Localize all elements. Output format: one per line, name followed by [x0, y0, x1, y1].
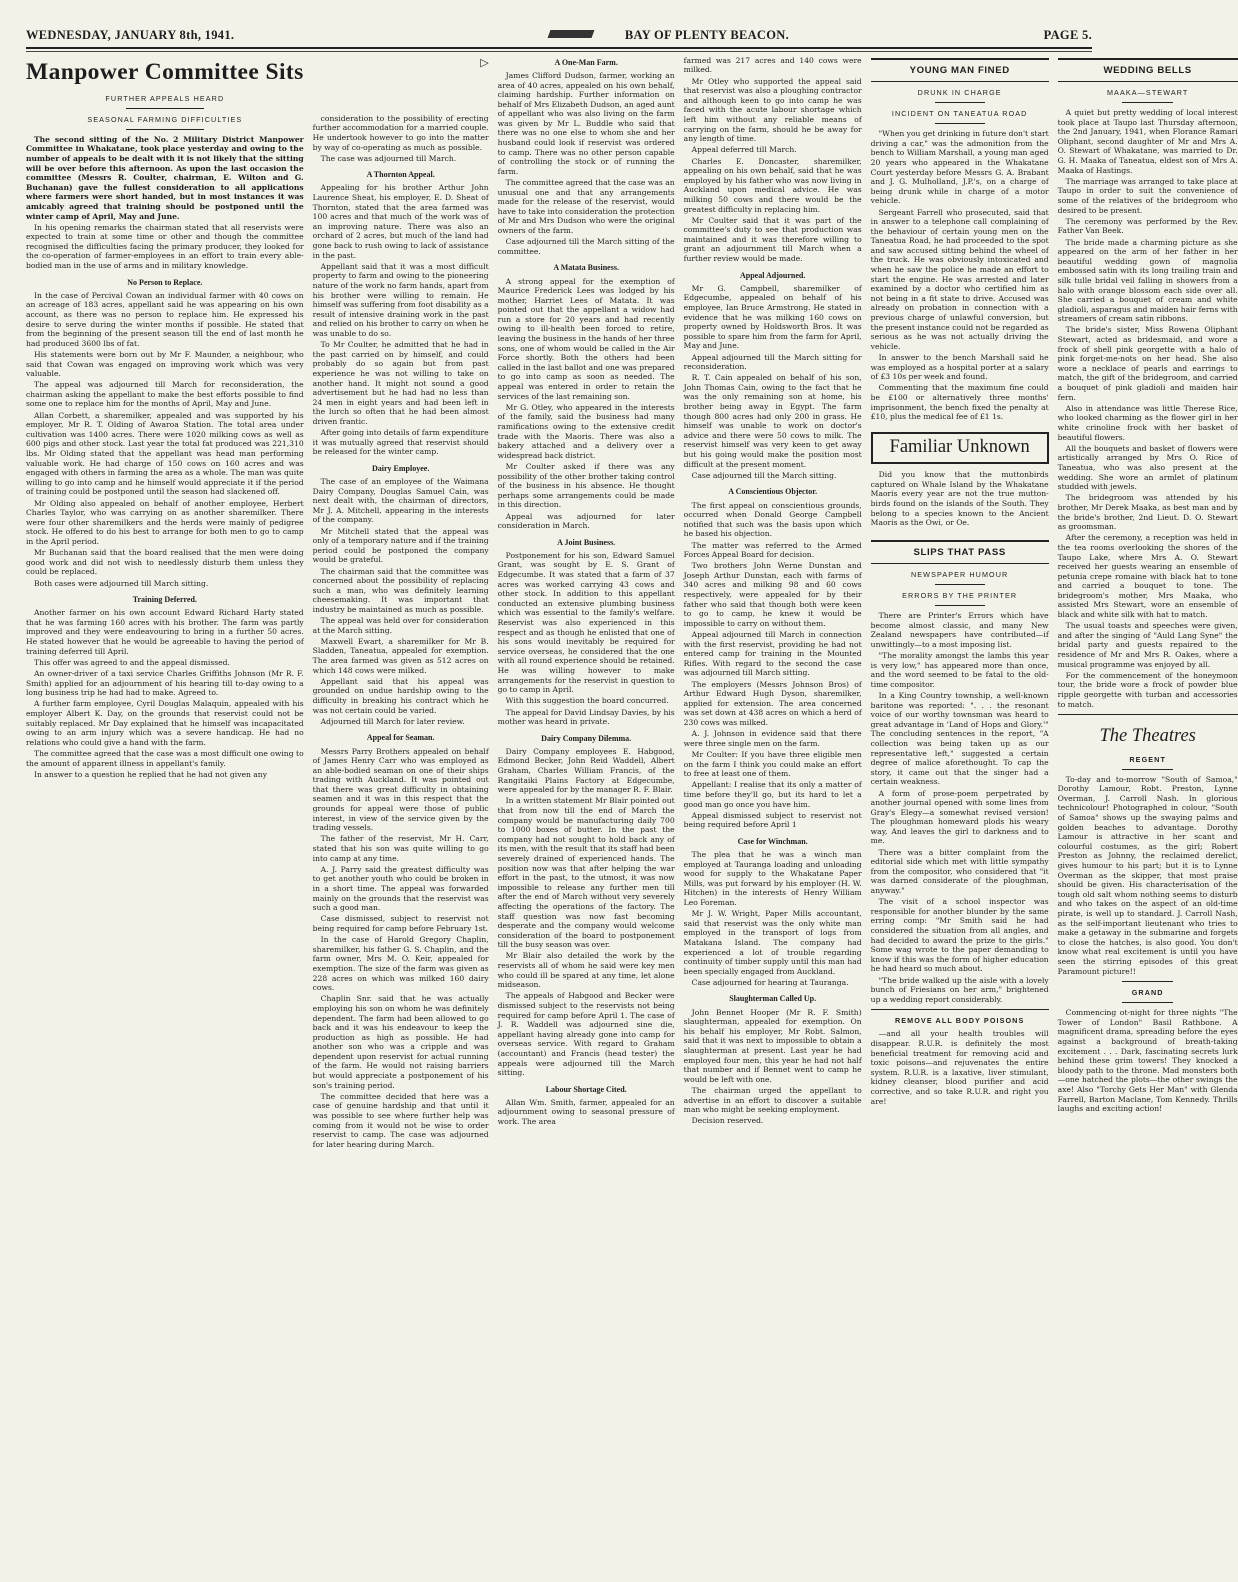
- paragraph: Chaplin Snr. said that he was actually employing his son on whom he was definitely dependent. The farm had been allowed to go back and it was his endeavour to keep the production as high as possible. He had another son who was a cripple and was dependent upon reservist for actual running of the farm. He would not raising barriers but would appreciate a postponement of his son's training period.: [312, 994, 489, 1090]
- divider: [871, 1009, 1049, 1010]
- paragraph: The ceremony was performed by the Rev. Father Van Beek.: [1057, 216, 1238, 236]
- paragraph: Allan Corbett, a sharemilker, appealed and was supported by his employer, Mr R. T. Olding of Awaroa Station. The total area under cultivation was 1400 acres. There were 1020 milking cows as well as 600 pigs and other stock. Last year the total fat produced was 221,310 lbs. Mr Olding stated that the appellant was head man performing valuable work. He had charge of 150 cows on 160 acres and was engaged with others in farming the area as a whole. The man was quite willing to go into camp and he himself would appreciate it if the period of training could be postponed until the season had slackened off.: [26, 410, 304, 497]
- article-headline: The Theatres: [1099, 726, 1196, 747]
- paragraph: All the bouquets and basket of flowers were artistically arranged by Mrs O. Rice of Taneatua, who was also present at the wedding. She wore an armlet of platinum studded with jewels.: [1057, 443, 1238, 492]
- paragraph: The committee agreed that the case was an unusual one and that any arrangements made for the release of the reservist, would have to take into consideration the protection of Mr and Mrs Dudson who were the original owners of the farm.: [497, 178, 675, 236]
- paragraph: Case dismissed, subject to reservist not being required for camp before February 1st.: [312, 914, 489, 933]
- divider: [1122, 981, 1172, 982]
- paragraph: The bride made a charming picture as she appeared on the arm of her father in her beautiful wedding gown of magnolia embossed satin with its long trailing train and silk tulle bridal veil falling in showers from a halo with orange blossom each side over all. She carried a bouquet of cream and white gladioli, asparagus and maiden hair ferns with streamers of cream satin ribbons.: [1057, 237, 1238, 324]
- subheadline: SEASONAL FARMING DIFFICULTIES: [87, 114, 243, 124]
- paragraph: A further farm employee, Cyril Douglas Malaquin, appealed with his employer Albert K. Day, on the grounds that reservist could not be suitably replaced. Mr Day explained that he himself was incapacitated owing to an arm injury which was a severe handicap. He had no relations who could give a hand with the farm.: [26, 699, 304, 747]
- paragraph: The bride's sister, Miss Rowena Oliphant Stewart, acted as bridesmaid, and wore a frock of shell pink georgette with a halo of pink forget-me-nots on her head. She also wore a necklace of pearls and earrings to match, the gift of the bridegroom, and carried a bouquet of pink gladioli and maiden hair fern.: [1057, 325, 1238, 402]
- paragraph: Mr Coulter: If you have three eligible men on the farm I think you could make an effort to free at least one of them.: [683, 749, 862, 779]
- advert-text: —and all your health troubles will disappear. R.U.R. is definitely the most beneficial treatment for removing acid and toxic poisons—and rejuvenates the entire system. R.U.R. is a laxative, liver stimulant, kidney cleanser, blood purifier and acid corrective, and so take R.U.R. and right you are!: [870, 1029, 1049, 1106]
- paragraph: Appellant said that it was a most difficult property to farm and owing to the pioneering nature of the work no farm hands, apart from his brother were willing to remain. He himself was suffering from foot disability as a result of intensive draining work in the past and relied on his brother to carry on when he was unable to do so.: [312, 261, 489, 338]
- paragraph: Mr Blair also detailed the work by the reservists all of whom he said were key men who could ill be spared at any time, let alone midseason.: [497, 951, 675, 990]
- divider: [935, 102, 985, 103]
- paragraph: A. J. Parry said the greatest difficulty was to get another youth who could be broken in in a short time. The appeal was forwarded mainly on the grounds that the reservist was such a good man.: [312, 864, 489, 913]
- paragraph: In a King Country township, a well-known baritone was reported: ". . . the resonant voice of our worthy townsman was heard to great advantage in 'Land of Hops and Glory.'" The concluding sentences in the report, "A collection was being taken up as our representative left," suggested a certain degree of malice aforethought. To cap the story, it came out that the singer had a certain weakness.: [870, 690, 1049, 787]
- section-heading: Appeal for Seaman.: [366, 733, 435, 743]
- paragraph: The appeal was held over for consideration at the March sitting.: [312, 616, 489, 635]
- paragraph: After the ceremony, a reception was held in the tea rooms overlooking the shores of the Taupo Lake, where Mrs A. O. Stewart received her guests wearing an ensemble of petunia crepe romaine with black hat to tone and carried a bouquet to tone. The bridegroom's mother, Mrs Maaka, who assisted Mrs Stewart, wore an ensemble of black and white silk with hat to match.: [1057, 533, 1238, 620]
- section-heading: A One-Man Farm.: [554, 57, 618, 67]
- paragraph: An owner-driver of a taxi service Charles Griffiths Johnson (Mr R. F. Smith) applied for an adjournment of his hearing till to-day owing to a long business trip he had had to make. Agreed to.: [26, 669, 304, 698]
- paragraph: The committee agreed that the case was a most difficult one owing to the amount of apparent illness in appellant's family.: [26, 748, 304, 768]
- divider: [1122, 1002, 1172, 1003]
- paragraph: Mr G. Campbell, sharemilker of Edgecumbe, appealed on behalf of his employee, Ian Bruce Armstrong. He stated in evidence that he was milking 160 cows on property owned by Holdsworth Bros. It was possible to spare him from the farm for April, May and June.: [683, 283, 862, 351]
- kicker: REGENT: [1129, 754, 1166, 764]
- paragraph: James Clifford Dudson, farmer, working an area of 40 acres, appealed on his own behalf, claiming hardship. Further information on behalf of Mrs Elizabeth Dudson, an aged aunt of appellant who was also living on the farm was given by Mr L. Buddle who said that there was no one else to whom she and her husband could look if reservist was ordered to camp. There was no other person capable of controlling the stock or of running the farm.: [497, 70, 675, 176]
- paragraph: The usual toasts and speeches were given, and after the singing of "Auld Lang Syne" the bridal party and guests repaired to the residence of Mr and Mrs R. Oakes, where a musical programme was enjoyed by all.: [1057, 621, 1238, 669]
- paragraph: The case was adjourned till March.: [320, 153, 457, 163]
- paragraph: Appeal dismissed subject to reservist not being required before April 1: [683, 810, 862, 830]
- section-heading: Case for Winchman.: [737, 836, 808, 846]
- section-heading: Labour Shortage Cited.: [545, 1084, 627, 1094]
- paragraph: Commencing ot-night for three nights "The Tower of London" Basil Rathbone. A magnificent drama, spreading before the eyes against a background of breath-taking excitement . . . Dark, fascinating secrets lurk behind these grim towers! They knocked a bloody path to the throne. Mad monsters both—one hatched the plots—the other swings the axe! Also "Torchy Gets Her Man" with Glenda Farrell, Barton Maclane, Tom Kennedy. Thrills laughs and exciting action!: [1057, 1008, 1238, 1114]
- paragraph: R. T. Cain appealed on behalf of his son, John Thomas Cain, owing to the fact that he was the only remaining son at home, his brother being away in Egypt. The farm though 800 acres had only 200 in grass. He himself was unable to work on doctor's advice and there were 50 cows to milk. The reservist himself was very keen to get away but his going would make the position most difficult at the present moment.: [683, 373, 862, 469]
- paragraph: Mr J. W. Wright, Paper Mills accountant, said that reservist was the only white man employed in the transport of logs from Matakana Island. The company had experienced a lot of trouble regarding continuity of timber supply until this man had been specially engaged from Auckland.: [683, 909, 862, 976]
- paragraph: There are Printer's Errors which have become almost classic, and many New Zealand newspapers have contributed—if unwittingly—to a most imposing list.: [870, 611, 1049, 649]
- paragraph: There was a bitter complaint from the editorial side which met with little sympathy from the compositor, who considered that "it was darned considerate of the ploughman, anyway.": [870, 847, 1049, 896]
- divider: [935, 605, 985, 606]
- paragraph: In answer to a question he replied that he had not given any: [34, 769, 267, 779]
- paragraph: Mr Buchanan said that the board realised that the men were doing good work and did not wish to needlessly disturb them unless they could be replaced.: [26, 548, 304, 577]
- paragraph: For the commencement of the honeymoon tour, the bride wore a frock of powder blue ripple georgette with turban and accessories to match.: [1057, 670, 1238, 709]
- section-heading: Appeal Adjourned.: [739, 270, 806, 280]
- divider: [1122, 769, 1172, 770]
- headline-overflow-space: [313, 56, 489, 114]
- paragraph: Case adjourned till the March sitting.: [691, 470, 837, 480]
- paragraph: The father of the reservist, Mr H. Carr, stated that his son was quite willing to go into camp at any time.: [312, 834, 489, 863]
- section-heading: Training Deferred.: [132, 595, 197, 605]
- paragraph: Two brothers John Werne Dunstan and Joseph Arthur Dunstan, each with farms of 340 acres and milking 98 and 60 cows respectively, were appealed for by their father who said that though both were keen to go to camp, he knew it would be impossible to carry on without them.: [683, 561, 862, 628]
- paragraph: A. J. Johnson in evidence said that there were three single men on the farm.: [683, 729, 862, 748]
- paragraph: Adjourned till March for later review.: [320, 716, 465, 726]
- paragraph: Commenting that the maximum fine could be £100 or alternatively three months' imprisonment, the bench fixed the penalty at £10, plus the medical fee of £1 1s.: [870, 383, 1049, 422]
- paragraph: The first appeal on conscientious grounds, occurred when Donald George Campbell notified that such was the basis upon which he based his objection.: [683, 500, 862, 539]
- paragraph: Appeal adjourned till the March sitting for reconsideration.: [683, 352, 862, 372]
- kicker: GRAND: [1131, 988, 1164, 998]
- paragraph: In a written statement Mr Blair pointed out that from now till the end of March the company would be manufacturing daily 700 to 1000 boxes of butter. In the past the company had not sought to hold back any of its men, with the result that its staff had been severely drained of experienced hands. The position now was that after helping the war effort in the past, to the utmost, it was now impossible to release any further men till after the end of March without very severely affecting the operations of the factory. The staff question was now fast becoming desperate and the company would welcome consideration of the board to postponement till the busy season was over.: [497, 796, 675, 950]
- paragraph: The chairman urged the appellant to advertise in an effort to discover a suitable man who might be seeking employment.: [683, 1085, 862, 1115]
- paragraph: Mr Olding also appealed on behalf of another employee, Herbert Charles Taylor, who was carrying on as another sharemilker. There were four other sharemilkers and the herds were mainly of pedigree stock. He offered to do his best to arrange for both men to go to camp in the April period.: [26, 498, 304, 546]
- paragraph: The committee decided that here was a case of genuine hardship and that until it was possible to see where further help was coming from it would not be wise to order reservist to camp. The case was adjourned for later hearing during March.: [312, 1091, 489, 1149]
- column-1: [26, 56, 304, 1554]
- subheadline: INCIDENT ON TANEATUA ROAD: [891, 109, 1028, 119]
- column-6: [1058, 56, 1238, 1554]
- divider: [1058, 714, 1238, 715]
- kicker: MAAKA—STEWART: [1106, 87, 1189, 97]
- advert-headline: REMOVE ALL BODY POISONS: [894, 1016, 1025, 1026]
- section-heading: Slaughterman Called Up.: [729, 994, 817, 1004]
- masthead: [26, 28, 1092, 49]
- masthead-rule: [26, 51, 1092, 52]
- paragraph: The appeal for David Lindsay Davies, by his mother was heard in private.: [497, 707, 675, 727]
- paragraph: The bridegroom was attended by his brother, Mr Derek Maaka, as best man and by the bride's brother, 2nd Lieut. D. O. Stewart as groomsman.: [1057, 493, 1238, 532]
- paragraph: After going into details of farm expenditure it was mutually agreed that reservist should be released for the winter camp.: [312, 428, 489, 457]
- paragraph: The marriage was arranged to take place at Taupo in order to suit the convenience of some of the relatives of the bridegroom who desired to be present.: [1057, 176, 1238, 215]
- paragraph: The employers (Messrs Johnson Bros) of Arthur Edward Hugh Dyson, sharemilker, applied for extension. The area concerned was set down at 438 acres on which a herd of 230 cows was milked.: [683, 679, 862, 727]
- paragraph: In the case of Harold Gregory Chaplin, sharemilker, his father G. S. Chaplin, and the farm owner, Mrs M. O. Keir, appealed for exemption. The size of the farm was given as 228 acres on which was milked 160 dairy cows.: [312, 935, 489, 993]
- masthead-date: WEDNESDAY, JANUARY 8th, 1941.: [26, 28, 235, 42]
- masthead-paper-title: BAY OF PLENTY BEACON.: [549, 28, 789, 44]
- section-heading: Dairy Company Dilemma.: [541, 733, 632, 743]
- divider: [126, 129, 204, 130]
- paragraph: Mr G. Otley, who appeared in the interests of the family, said the business had many ramifications owing to the extensive credit trade with the Maoris. There was also a bakery attached and a delivery over a widespread back district.: [497, 402, 675, 460]
- paragraph: "When you get drinking in future don't start driving a car," was the admonition from the bench to William Marshall, a young man aged 20 years who appeared in the Whakatane Court yesterday before Messrs G. A. Brabant and J. G. Mulholland, J.P.'s, on a charge of being drunk while in charge of a motor vehicle.: [870, 129, 1049, 206]
- kicker: FURTHER APPEALS HEARD: [105, 93, 225, 103]
- article-headline: Familiar Unknown: [871, 432, 1049, 464]
- paragraph: Appeal adjourned till March in connection with the first reservist, providing he had not entered camp for training in the Mounted Rifles. With regard to the second the case was adjourned till March sitting.: [683, 630, 862, 678]
- column-4: [684, 56, 862, 1554]
- lead-paragraph: The second sitting of the No. 2 Military District Manpower Committee in Whakatane, took place yesterday and owing to the number of appeals to be dealt with it is not likely that the sitting will be over before this afternoon. As upon the last occasion the committee (Messrs R. Coulter, chairman, E. Wilton and G. Buchanan) gave the fullest consideration to all applications where farmers were short handed, but in most instances it was amicably agreed that training should be postponed until the winter camp of April, May and June.: [26, 134, 304, 221]
- divider: [1122, 102, 1172, 103]
- paragraph: Postponement for his son, Edward Samuel Grant, was sought by E. S. Grant of Edgecumbe. It was stated that a farm of 37 acres was worked carrying 43 cows and other stock. In addition to this appellant conducted an extensive plumbing business which was essential to the family's welfare. Reservist was also experienced in this respect and as though he enlisted that one of his sons would inevitably be required for service overseas, he considered that the one with all round experience should be retained. He was willing however to make arrangements for the reservist in question to go to camp in April.: [497, 550, 675, 695]
- paragraph: Case adjourned till the March sitting of the committee.: [497, 237, 675, 256]
- section-heading: A Thornton Appeal.: [366, 170, 435, 180]
- paragraph: Sergeant Farrell who prosecuted, said that in answer to a telephone call complaining of the behaviour of certain young men on the Taneatua Road, he had proceeded to the spot and saw accused sitting behind the wheel of the truck. He was obviously intoxicated and when he saw the police he made an effort to start the engine. He was arrested and later examined by a doctor who certified him as not being in a fit state to drive. Accused was already on probation in connection with a previous charge of unlawful conversion, but the present instance could not be regarded as serious as he was not actually driving the vehicle.: [870, 207, 1049, 351]
- paragraph: In the case of Percival Cowan an individual farmer with 40 cows on an acreage of 183 acres, appellant said he was appearing on his own account, as there was no person to replace him. He expressed his desire to serve during the winter months if possible. He stated that from the beginning of the present season till the end of last month he had produced 3600 lbs of fat.: [26, 290, 304, 348]
- paragraph: Allan Wm. Smith, farmer, appealed for an adjournment owing to seasonal pressure of work. The area: [497, 1097, 675, 1127]
- paragraph: Appeal deferred till March.: [691, 145, 797, 155]
- paragraph: Mr Coulter asked if there was any possibility of the other brother taking control of the business in his absence. He thought perhaps some arrangements could be made in this direction.: [497, 461, 675, 510]
- paragraph: Maxwell Ewart, a sharemilker for Mr B. Sladden, Taneatua, appealed for exemption. The area farmed was given as 512 acres on which 148 cows were milked.: [312, 636, 489, 675]
- paragraph: "The bride walked up the aisle with a lovely bunch of Friesians on her arm," brightened up a wedding report considerably.: [870, 975, 1049, 1004]
- paragraph: Did you know that the muttonbirds captured on Whale Island by the Whakatane Maoris every year are not the true mutton-birds found on the islands of the South. They belong to a species known to the Ancient Maoris as the Owi, or Oe.: [870, 470, 1049, 528]
- paragraph: Both cases were adjourned till March sitting.: [34, 578, 209, 588]
- paragraph: With this suggestion the board concurred.: [505, 696, 669, 706]
- paragraph: A form of prose-poem perpetrated by another journal opened with some lines from Gray's Elegy—a somewhat revised version! The ploughman homeward plods his weary way, And leaves the girl to darkness and to me.: [870, 788, 1049, 846]
- paragraph: The chairman said that the committee was concerned about the possibility of replacing such a man, who was definitely learning cheesemaking. It was important that industry be maintained as much as possible.: [312, 566, 489, 614]
- paragraph: John Bennet Hooper (Mr R. F. Smith) slaughterman, appealed for exemption. On his behalf his employer, Mr Robt. Salmon, said that it was next to impossible to obtain a slaughterman at present. Last year he had employed four men, this year he had not half that number and if Bennet went to camp he would be left with one.: [683, 1007, 862, 1084]
- paragraph: To-day and to-morrow "South of Samoa," Dorothy Lamour, Robt. Preston, Lynne Overman, J. Carroll Nash. In glorious technicolour! Photographed in colour, "South of Samoa" shows up the swaying palms and golden beaches to advantage. Dorothy Lamour is attractive in her scant and colourful costumes, as the girl; Robert Preston as Johnny, the reclaimed derelict, gives humour to his part; but it is to Lynne Overman as the skipper, that most praise should be given. His characterisation of the tough old salt whom nothing seems to disturb and who takes on the aspect of an old-time pirate, is well up to standard. J. Carroll Nash, as the self-important lieutenant who tries to make a getaway in the submarine and forgets to close the hatches, is also good. You don't know what real excitement is until you have seen the stirring episodes of this great Paramount picture!!: [1057, 774, 1238, 976]
- paragraph: consideration to the possibility of erecting further accommodation for a married couple. He undertook however to go into the matter by way of co-operating as much as possible.: [312, 113, 489, 152]
- paragraph: The appeal was adjourned till March for reconsideration, the chairman asking the appellant to make the best efforts possible to find some one to replace him for the months of April, May and June.: [26, 380, 304, 409]
- paragraph: In answer to the bench Marshall said he was employed as a hospital porter at a salary of £3 10s per week and found.: [870, 353, 1049, 382]
- subheadline: ERRORS BY THE PRINTER: [902, 590, 1018, 600]
- section-heading: A Matata Business.: [553, 263, 619, 273]
- paragraph: Decision reserved.: [691, 1116, 764, 1126]
- section-heading: A Conscientious Objector.: [728, 487, 818, 497]
- paragraph: Mr Mitchell stated that the appeal was only of a temporary nature and if the training period could be postponed the company would be grateful.: [312, 526, 489, 565]
- paragraph: This offer was agreed to and the appeal dismissed.: [34, 657, 230, 667]
- section-heading: Dairy Employee.: [372, 463, 430, 473]
- paragraph: A strong appeal for the exemption of Maurice Frederick Lees was lodged by his mother, Harriet Lees of Matata. It was pointed out that the appellant a widow had run a store for 20 years and had recently owing to ill-health been forced to retire, leaving the business in the hands of her three sons, one of whom would be called in the Air Force shortly. Both the others had been called in the last ballot and one was prepared to go into camp as soon as needed. The appeal was entered in order to retain the services of the last remaining son.: [497, 276, 675, 401]
- paragraph: His statements were born out by Mr F. Maunder, a neighbour, who said that Cowan was engaged on improving work which was very valuable.: [26, 349, 304, 379]
- section-heading: No Person to Replace.: [127, 277, 203, 287]
- ink-smudge: [547, 30, 594, 38]
- paragraph: Mr Otley who supported the appeal said that reservist was also a ploughing contractor and although keen to go into camp he was faced with the acute labour shortage which left him without any reliable means of carrying on the farm, should he be away for any length of time.: [683, 76, 862, 144]
- masthead-page-number: PAGE 5.: [1043, 28, 1092, 42]
- paragraph: farmed was 217 acres and 140 cows were milked.: [683, 55, 862, 75]
- paragraph: The case of an employee of the Waimana Dairy Company, Douglas Samuel Cain, was next dealt with, the chairman of directors, Mr J. A. Mitchell, appearing in the interests of the company.: [312, 477, 489, 525]
- column-2: [313, 56, 489, 1554]
- paragraph: Appellant said that his appeal was grounded on undue hardship owing to the difficulty in breaking his contract which he was not certain could be varied.: [312, 676, 489, 715]
- paragraph: Messrs Parry Brothers appealed on behalf of James Henry Carr who was employed as an able-bodied seaman on one of their ships trading with Auckland. It was pointed out that there was great difficulty in obtaining seamen and it was in this respect that the grounds for appeal were those of public interest, in view of the service given by the trading vessels.: [312, 746, 489, 833]
- section-heading: A Joint Business.: [557, 537, 616, 547]
- paragraph: Also in attendance was little Therese Rice, who looked charming as the flower girl in her white crinoline frock with her basket of beautiful flowers.: [1057, 403, 1238, 442]
- paragraph: "The morality amongst the lambs this year is very low," has appeared more than once, and the word seemed to be fatal to the old-time compositor.: [870, 651, 1049, 689]
- divider: [935, 123, 985, 124]
- paragraph: To Mr Coulter, he admitted that he had in the past carried on by himself, and could probably do so again but from past experience he was not willing to take on another hand. It might not sound a good advertisement but he had had no less than 24 men in eight years and had been left in the lurch so often that he had been almost driven frantic.: [312, 340, 489, 426]
- column-3: [498, 56, 675, 1554]
- columns: [26, 55, 1238, 1554]
- paragraph: Appellant: I realise that its only a matter of time before they'll go, but its hard to let a good man go once you have him.: [683, 780, 862, 809]
- paragraph: Another farmer on his own account Edward Richard Harty stated that he was farming 160 acres with his brother. The farm was partly improved and they were endeavouring to bring in a further 50 acres. He stated however that he would be agreeable to having the period of training deferred till April.: [26, 608, 304, 656]
- paragraph: The appeals of Habgood and Becker were dismissed subject to the reservists not being required for camp before April 1. The case of J. R. Waddell was adjourned sine die, appellant having already gone into camp for overseas service. With regard to Graham (accountant) and Francis (head tester) the appeals were adjourned till the March sitting.: [497, 991, 675, 1078]
- column-5: [871, 56, 1049, 1554]
- paragraph: The matter was referred to the Armed Forces Appeal Board for decision.: [683, 540, 862, 560]
- paragraph: Charles E. Doncaster, sharemilker, appealing on his own behalf, said that he was employed by his father who was now living in Auckland upon medical advice. He was milking 50 cows and there would be the greatest difficulty in replacing him.: [683, 156, 862, 214]
- article-headline: WEDDING BELLS: [1058, 58, 1238, 82]
- paragraph: Appeal was adjourned for later consideration in March.: [497, 511, 675, 531]
- article-headline: SLIPS THAT PASS: [871, 540, 1049, 564]
- kicker: DRUNK IN CHARGE: [917, 87, 1002, 97]
- paragraph: In his opening remarks the chairman stated that all reservists were expected to train at some time or other and though the committee recognised the difficulties facing the primary producer, they looked for the co-operation of farmer-employees in an effort to train every able-bodied man in the use of arms and in military knowledge.: [26, 222, 304, 271]
- continue-arrow-icon: ▷: [480, 55, 489, 69]
- divider: [126, 108, 204, 109]
- kicker: NEWSPAPER HUMOUR: [911, 569, 1009, 579]
- main-headline: Manpower Committee Sits: [26, 58, 304, 85]
- paragraph: Case adjourned for hearing at Tauranga.: [691, 977, 849, 987]
- paragraph: Mr Coulter said that it was part of the committee's duty to see that production was maintained and it was therefore willing to grant an adjournment till March when a further review would be made.: [683, 215, 862, 264]
- paragraph: A quiet but pretty wedding of local interest took place at Taupo last Thursday afternoon, the 2nd January, 1941, when Florance Ramari Oliphant, second daughter of Mr and Mrs A. O. Stewart of Whakatane, was married to Dr. G. H. Maaka of Taneatua, eldest son of Mrs A. Maaka of Hastings.: [1057, 108, 1238, 175]
- paragraph: Appealing for his brother Arthur John Laurence Sheat, his employer, E. D. Sheat of Thornton, stated that the area farmed was 100 acres and that much of the work was of an improving nature. There was also an orchard of 2 acres, but much of the land had gone back to rush owing to lack of assistance in the past.: [312, 183, 489, 260]
- paragraph: Dairy Company employees E. Habgood, Edmond Becker, John Reid Waddell, Albert Graham, Charles William Francis, of the Rangitaiki Plains Factory at Edgecumbe, were appealed for by the manager R. F. Blair.: [497, 746, 675, 795]
- paragraph: The visit of a school inspector was responsible for another blunder by the same erring comp: "Mr Smith said he had considered the situation from all angles, and had decided to award the prize to the girls." Some wag wrote to the paper demanding to know if this was the form of higher education he had heard so much about.: [870, 897, 1049, 974]
- article-headline: YOUNG MAN FINED: [871, 58, 1049, 82]
- paragraph: The plea that he was a winch man employed at Tauranga loading and unloading wood for supply to the Whakatane Paper Mills, was put forward by his employer (H. W. Hitchen) in the interests of Henry William Leo Foreman.: [683, 849, 862, 907]
- divider: [935, 584, 985, 585]
